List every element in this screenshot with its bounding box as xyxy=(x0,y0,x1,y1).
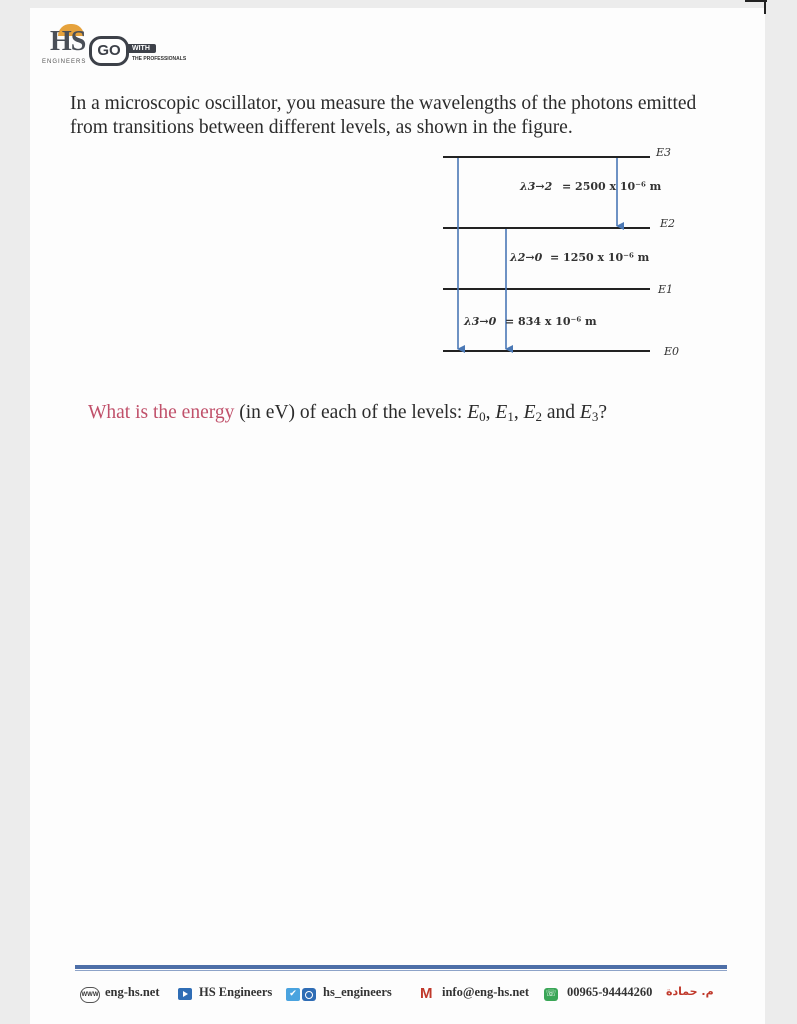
lambda-3-2-value: = 2500 x 10⁻⁶ m xyxy=(562,180,662,193)
footer-website[interactable]: eng-hs.net xyxy=(105,985,160,999)
twitter-icon: ✔ xyxy=(286,988,300,1001)
footer-youtube[interactable]: HS Engineers xyxy=(199,985,273,999)
footer xyxy=(80,985,730,1005)
question-unit: (in eV) of each of the levels: xyxy=(239,402,463,423)
question-e1: E xyxy=(495,402,508,423)
question-e3: E xyxy=(579,402,592,423)
lambda-3-0-label: λ3→0 xyxy=(464,315,497,328)
instagram-icon xyxy=(302,988,316,1001)
question-e2: E xyxy=(523,402,536,423)
question-and: and xyxy=(546,402,576,423)
footer-arabic-name: م. حمادة xyxy=(666,985,714,998)
lambda-3-0-value: = 834 x 10⁻⁶ m xyxy=(505,315,597,328)
youtube-icon xyxy=(178,988,192,1000)
footer-email[interactable]: info@eng-hs.net xyxy=(442,985,529,999)
question-e0: E xyxy=(467,402,480,423)
level-e3-label: E3 xyxy=(656,146,672,159)
gmail-icon: M xyxy=(420,985,433,1002)
level-e2-label: E2 xyxy=(660,217,676,230)
phone-icon: ☏ xyxy=(545,989,557,999)
footer-divider-thin xyxy=(75,970,727,971)
question-e0-sub: 0 xyxy=(479,409,486,424)
logo-engineers-text: ENGINEERS xyxy=(42,59,87,65)
problem-statement: In a microscopic oscillator, you measure the wavelengths of the photons emitted from transitions between different levels, as shown in the figure. xyxy=(70,93,697,138)
logo-with-badge: WITH xyxy=(126,44,156,53)
question-e1-sub: 1 xyxy=(507,409,514,424)
lambda-2-0-label: λ2→0 xyxy=(510,251,543,264)
lambda-2-0-value: = 1250 x 10⁻⁶ m xyxy=(550,251,650,264)
level-e0-label: E0 xyxy=(664,345,680,358)
footer-phone[interactable]: 00965-94444260 xyxy=(567,985,653,999)
level-e1-label: E1 xyxy=(658,283,674,296)
globe-icon: WWW xyxy=(80,987,100,1003)
question: What is the energy (in eV) of each of the levels: $E_0$, $E_1$, $E_2$ and $E_3$? xyxy=(88,402,607,424)
question-e2-sub: 2 xyxy=(535,409,542,424)
logo-professionals-text: THE PROFESSIONALS xyxy=(132,56,187,62)
footer-social[interactable]: hs_engineers xyxy=(323,985,392,999)
logo-hs-text: HS xyxy=(50,26,86,57)
question-lead: What is the energy xyxy=(88,402,235,423)
logo-go-badge: GO xyxy=(89,36,129,66)
footer-divider xyxy=(75,965,727,969)
question-e3-sub: 3 xyxy=(591,409,599,424)
question-end: ? xyxy=(598,402,607,423)
lambda-3-2-label: λ3→2 xyxy=(520,180,553,193)
